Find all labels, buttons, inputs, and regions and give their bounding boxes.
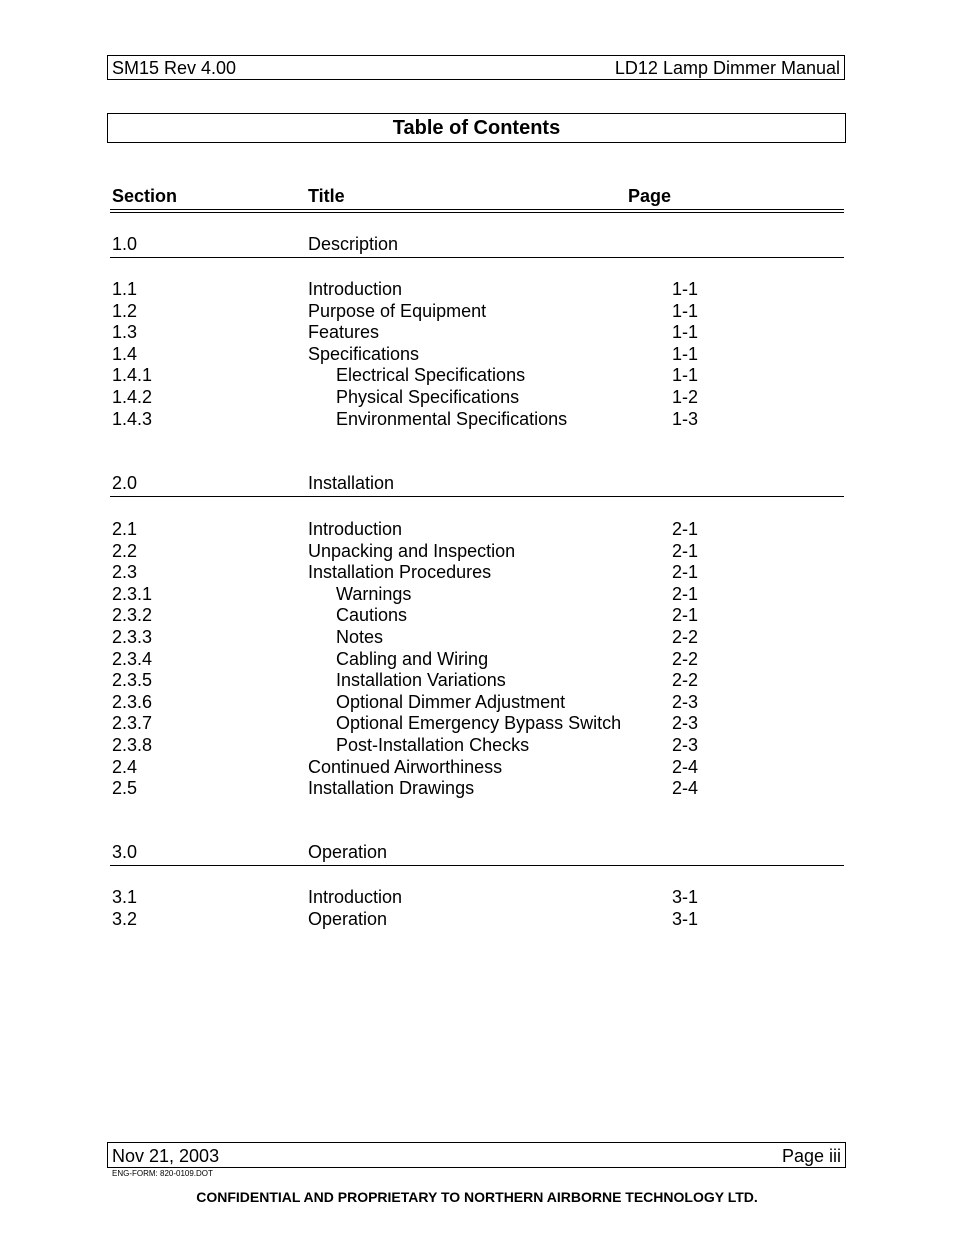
confidentiality-notice: CONFIDENTIAL AND PROPRIETARY TO NORTHERN AIRBORNE TECHNOLOGY LTD. bbox=[196, 1189, 758, 1205]
entry-title: Post-Installation Checks bbox=[336, 735, 530, 755]
entry-title: Specifications bbox=[308, 343, 420, 364]
page-title: Table of Contents bbox=[107, 113, 846, 143]
page-footer bbox=[107, 1142, 846, 1168]
entry-title: Purpose of Equipment bbox=[308, 300, 487, 321]
entry-section-number: 2.3.8 bbox=[112, 735, 153, 755]
entry-section-number: 2.3.7 bbox=[112, 713, 153, 734]
entry-section-number: 1.4.1 bbox=[112, 365, 153, 386]
entry-page-number: 2-2 bbox=[672, 627, 699, 647]
entry-title: Warnings bbox=[336, 583, 412, 604]
chapter-number: 2.0 bbox=[112, 473, 138, 493]
entry-page-number: 2-4 bbox=[672, 778, 699, 799]
entry-title: Optional Emergency Bypass Switch bbox=[336, 713, 622, 734]
entry-title: Installation Drawings bbox=[308, 778, 475, 799]
entry-page-number: 2-1 bbox=[672, 562, 699, 583]
entry-section-number: 1.1 bbox=[112, 279, 138, 299]
entry-section-number: 3.2 bbox=[112, 908, 138, 929]
entry-title: Operation bbox=[308, 908, 388, 929]
entry-section-number: 1.4.3 bbox=[112, 408, 153, 429]
chapter-number: 1.0 bbox=[112, 234, 138, 254]
entry-title: Continued Airworthiness bbox=[308, 756, 503, 777]
entry-section-number: 2.3.6 bbox=[112, 691, 153, 712]
entry-section-number: 2.5 bbox=[112, 778, 138, 799]
column-header-section: Section bbox=[112, 186, 178, 206]
entry-page-number: 3-1 bbox=[672, 908, 699, 929]
entry-title: Notes bbox=[336, 627, 384, 647]
entry-title: Environmental Specifications bbox=[336, 408, 568, 429]
entry-title: Installation Variations bbox=[336, 670, 506, 691]
chapter-rule bbox=[110, 496, 844, 497]
entry-page-number: 2-1 bbox=[672, 540, 699, 561]
entry-page-number: 1-1 bbox=[672, 365, 699, 386]
entry-page-number: 2-4 bbox=[672, 756, 699, 777]
footer-page-number: Page iii bbox=[781, 1146, 841, 1166]
entry-section-number: 1.2 bbox=[112, 300, 138, 321]
entry-page-number: 2-1 bbox=[672, 605, 699, 626]
entry-title: Introduction bbox=[308, 887, 403, 907]
entry-page-number: 2-3 bbox=[672, 735, 699, 755]
entry-page-number: 2-3 bbox=[672, 691, 699, 712]
chapter-title: Operation bbox=[308, 842, 388, 862]
chapter-number: 3.0 bbox=[112, 842, 138, 862]
chapter-rule bbox=[110, 865, 844, 866]
entry-title: Unpacking and Inspection bbox=[308, 540, 516, 561]
entry-page-number: 1-1 bbox=[672, 343, 699, 364]
entry-page-number: 1-1 bbox=[672, 300, 699, 321]
entry-section-number: 1.4.2 bbox=[112, 387, 153, 407]
entry-section-number: 2.2 bbox=[112, 540, 138, 561]
entry-page-number: 1-3 bbox=[672, 408, 699, 429]
entry-section-number: 1.4 bbox=[112, 343, 138, 364]
header-doc-rev: SM15 Rev 4.00 bbox=[112, 58, 237, 78]
entry-page-number: 3-1 bbox=[672, 887, 699, 907]
header-divider-bottom bbox=[110, 212, 844, 213]
entry-page-number: 2-1 bbox=[672, 519, 699, 539]
entry-section-number: 2.3.1 bbox=[112, 583, 153, 604]
entry-title: Optional Dimmer Adjustment bbox=[336, 691, 566, 712]
header-manual-title: LD12 Lamp Dimmer Manual bbox=[614, 58, 840, 78]
entry-page-number: 1-1 bbox=[672, 322, 699, 343]
entry-title: Cabling and Wiring bbox=[336, 648, 489, 669]
column-header-page: Page bbox=[628, 186, 672, 206]
column-header-title: Title bbox=[308, 186, 345, 206]
header-divider-top bbox=[110, 209, 844, 210]
entry-title: Features bbox=[308, 322, 380, 343]
entry-page-number: 1-1 bbox=[672, 279, 699, 299]
entry-title: Introduction bbox=[308, 279, 403, 299]
entry-section-number: 1.3 bbox=[112, 322, 138, 343]
footer-date: Nov 21, 2003 bbox=[112, 1146, 220, 1166]
entry-section-number: 2.3 bbox=[112, 562, 138, 583]
entry-section-number: 2.4 bbox=[112, 756, 138, 777]
form-id: ENG-FORM: 820-0109.DOT bbox=[112, 1169, 213, 1178]
chapter-title: Installation bbox=[308, 473, 395, 493]
entry-title: Installation Procedures bbox=[308, 562, 492, 583]
entry-section-number: 3.1 bbox=[112, 887, 138, 907]
entry-section-number: 2.3.4 bbox=[112, 648, 153, 669]
entry-section-number: 2.3.3 bbox=[112, 627, 153, 647]
chapter-title: Description bbox=[308, 234, 399, 254]
entry-title: Electrical Specifications bbox=[336, 365, 526, 386]
entry-title: Physical Specifications bbox=[336, 387, 520, 407]
entry-page-number: 2-3 bbox=[672, 713, 699, 734]
entry-section-number: 2.3.2 bbox=[112, 605, 153, 626]
page-header bbox=[107, 55, 845, 80]
chapter-rule bbox=[110, 257, 844, 258]
entry-title: Cautions bbox=[336, 605, 408, 626]
entry-page-number: 2-2 bbox=[672, 648, 699, 669]
entry-page-number: 2-2 bbox=[672, 670, 699, 691]
entry-page-number: 1-2 bbox=[672, 387, 699, 407]
entry-section-number: 2.3.5 bbox=[112, 670, 153, 691]
entry-section-number: 2.1 bbox=[112, 519, 138, 539]
entry-title: Introduction bbox=[308, 519, 403, 539]
entry-page-number: 2-1 bbox=[672, 583, 699, 604]
